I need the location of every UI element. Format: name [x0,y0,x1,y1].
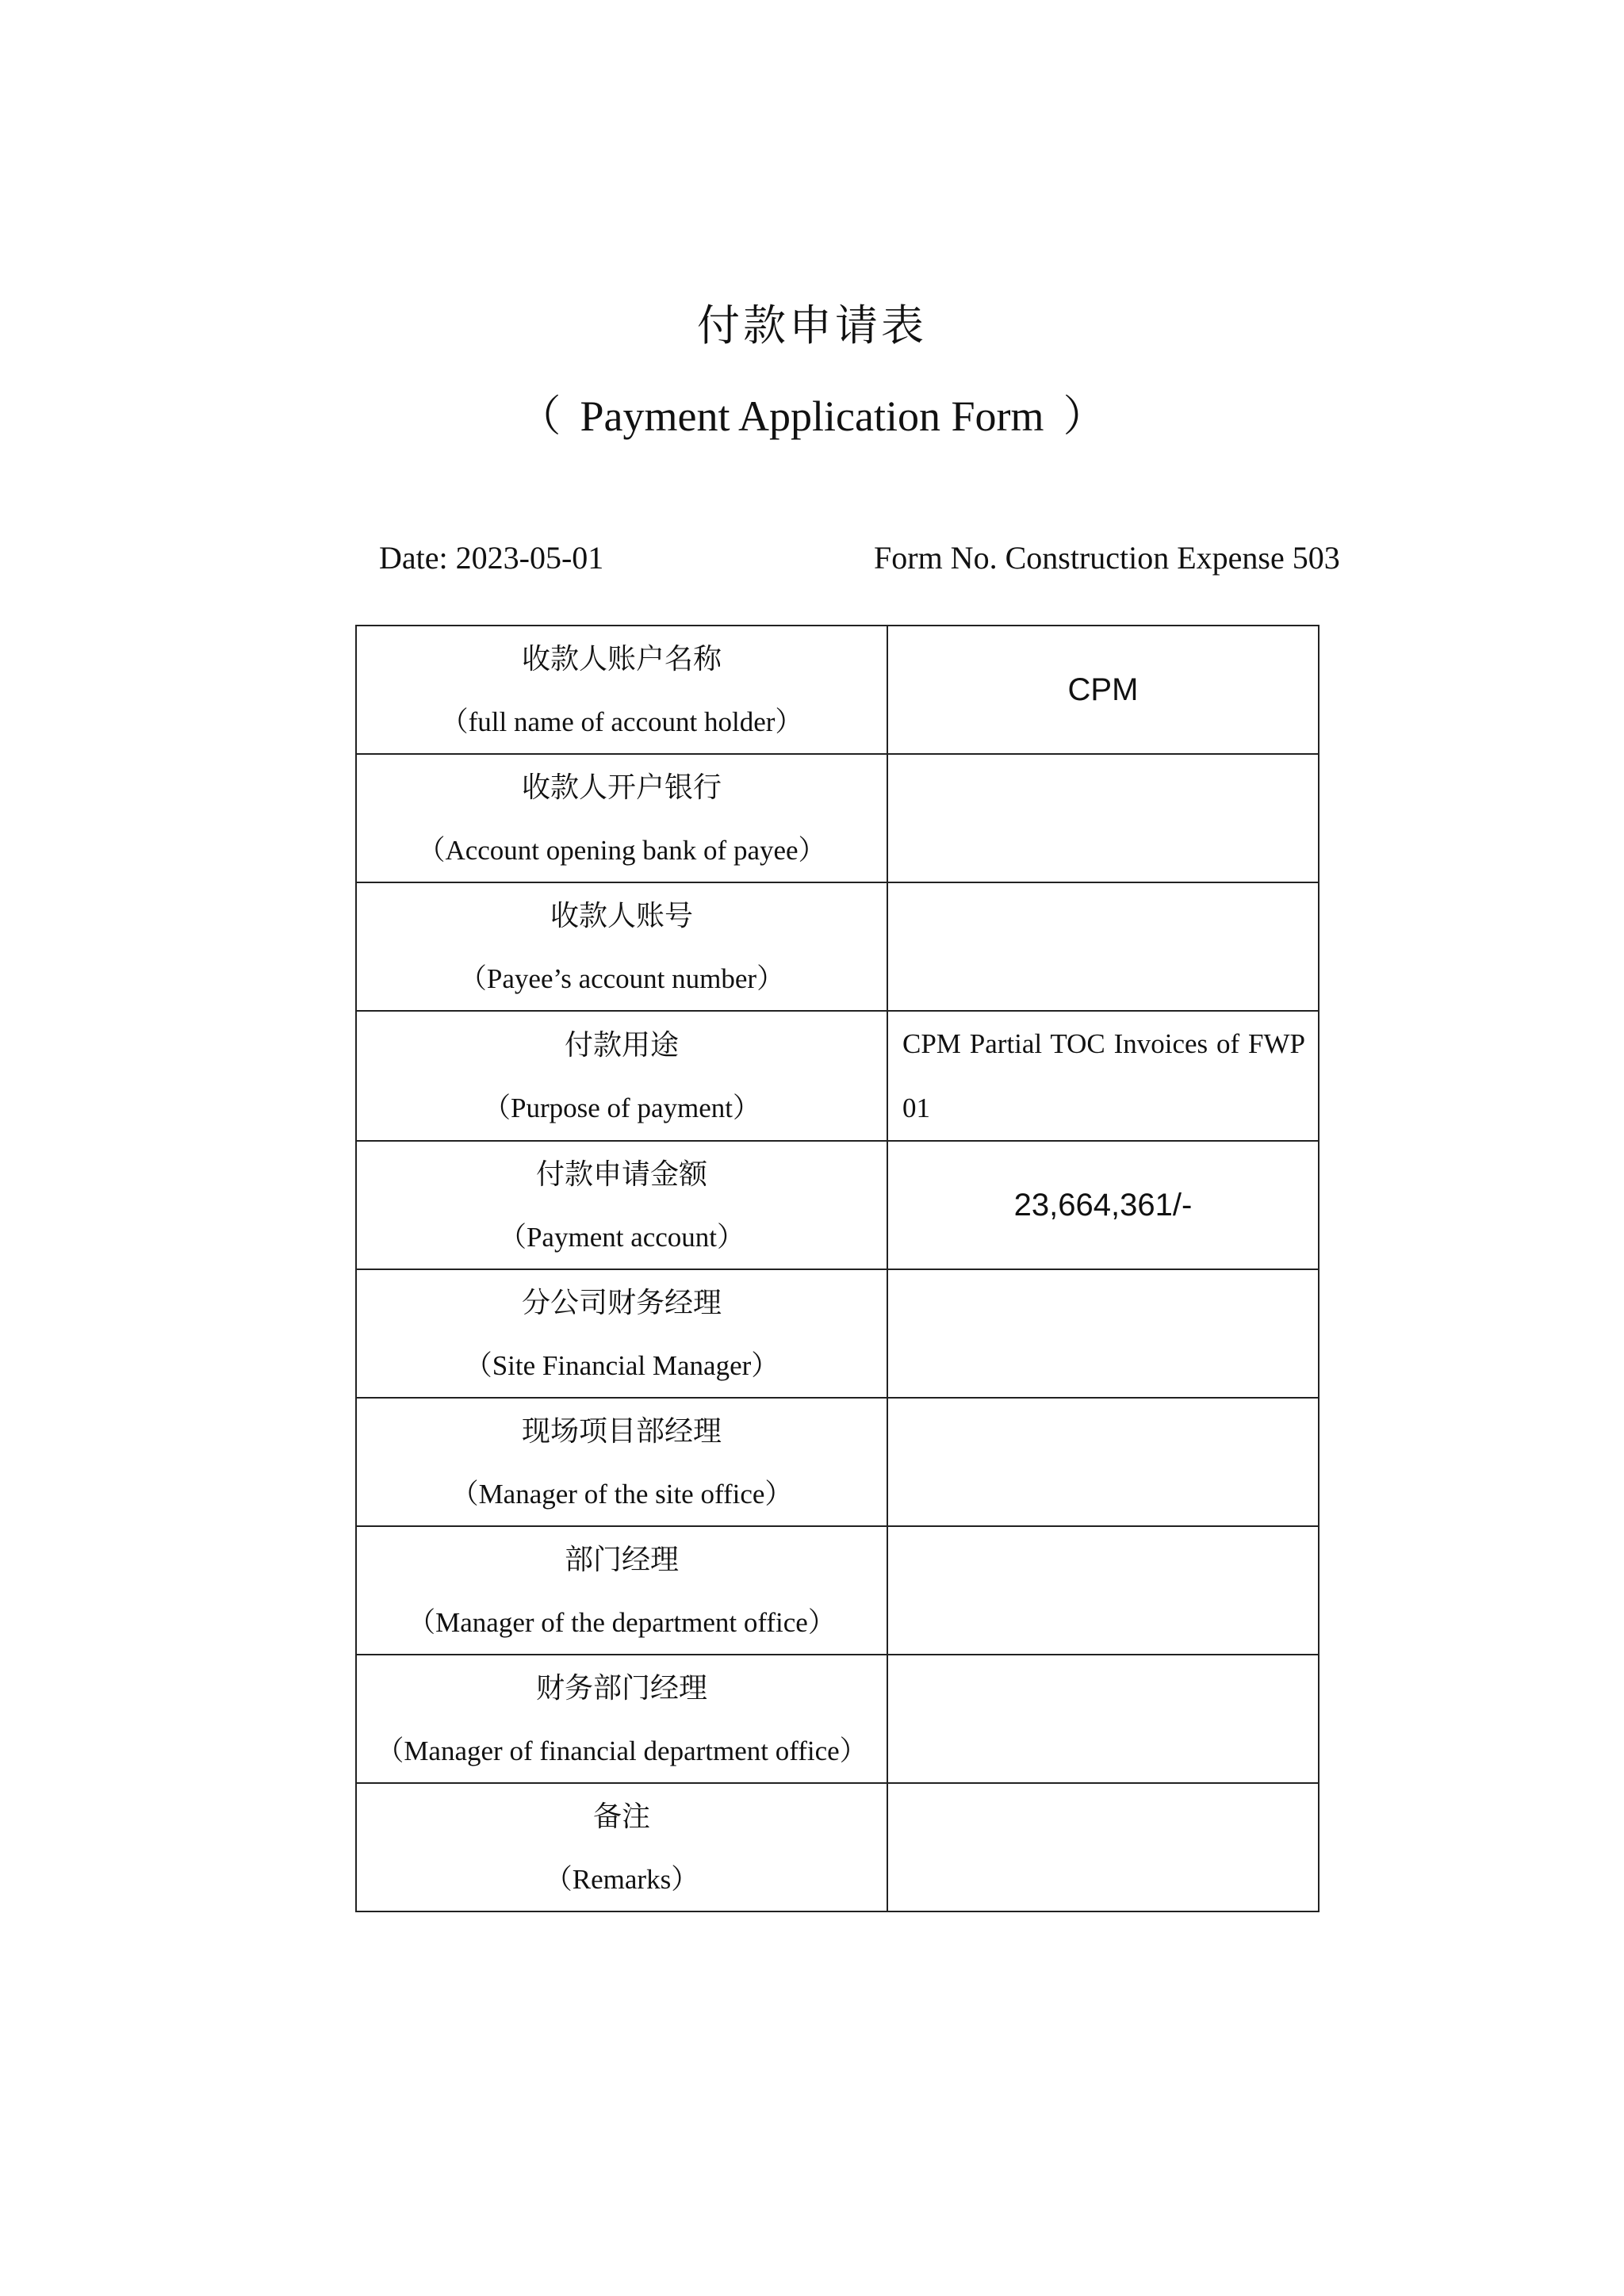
label-en: （Purpose of payment） [483,1092,760,1123]
label-cn: 部门经理 [564,1543,679,1576]
label-cn: 付款申请金额 [535,1158,707,1191]
payment-form-table [355,625,1320,1912]
value-remarks [887,1783,1319,1911]
label-en: （Manager of the site office） [450,1478,793,1510]
label-account-holder [356,626,887,754]
value-payee-bank [887,754,1319,882]
label-en: （Remarks） [544,1863,699,1895]
label-cn: 分公司财务经理 [521,1286,722,1319]
label-site-financial-manager [356,1269,887,1398]
value-purpose: CPM Partial TOC Invoices of FWP 01 [887,1011,1319,1141]
label-en: （Manager of financial department office） [376,1735,868,1766]
label-financial-department-manager [356,1655,887,1783]
value-account-holder: CPM [887,626,1319,754]
label-en: （Site Financial Manager） [464,1349,779,1381]
title-open-paren: （ [518,392,561,440]
table-row-site-financial-manager [356,1269,1319,1398]
label-payee-bank [356,754,887,882]
table-row-account-number [356,882,1319,1011]
table-row-amount [356,1141,1319,1269]
label-cn: 收款人账户名称 [521,642,722,675]
label-cn: 备注 [592,1800,650,1833]
table-row-payee-bank [356,754,1319,882]
table-row-purpose [356,1011,1319,1141]
form-title-english-text: Payment Application Form [580,392,1044,440]
table-row-department-manager [356,1526,1319,1655]
title-close-paren: ） [1063,392,1106,440]
label-cn: 收款人开户银行 [521,771,722,804]
label-site-office-manager [356,1398,887,1526]
form-number: Form No. Construction Expense 503 [874,540,1340,576]
label-cn: 收款人账号 [550,899,693,932]
table-row-remarks [356,1783,1319,1911]
label-cn: 付款用途 [564,1028,679,1062]
form-title-chinese: 付款申请表 [697,300,927,350]
label-department-manager [356,1526,887,1655]
label-en: （full name of account holder） [440,706,803,737]
label-amount [356,1141,887,1269]
label-en: （Account opening bank of payee） [417,834,826,866]
table-row-account-holder [356,626,1319,754]
label-en: （Manager of the department office） [408,1606,836,1638]
table-row-financial-department-manager [356,1655,1319,1783]
label-cn: 现场项目部经理 [521,1414,722,1448]
value-financial-department-manager [887,1655,1319,1783]
value-site-financial-manager [887,1269,1319,1398]
value-department-manager [887,1526,1319,1655]
label-en: （Payee’s account number） [458,962,785,994]
table-row-site-office-manager [356,1398,1319,1526]
value-account-number [887,882,1319,1011]
form-title-english [0,382,1624,443]
label-cn: 财务部门经理 [535,1671,707,1705]
label-remarks [356,1783,887,1911]
value-amount: 23,664,361/- [887,1141,1319,1269]
label-en: （Payment account） [498,1221,745,1253]
label-purpose [356,1011,887,1141]
value-site-office-manager [887,1398,1319,1526]
label-account-number [356,882,887,1011]
form-date: Date: 2023-05-01 [379,540,604,576]
